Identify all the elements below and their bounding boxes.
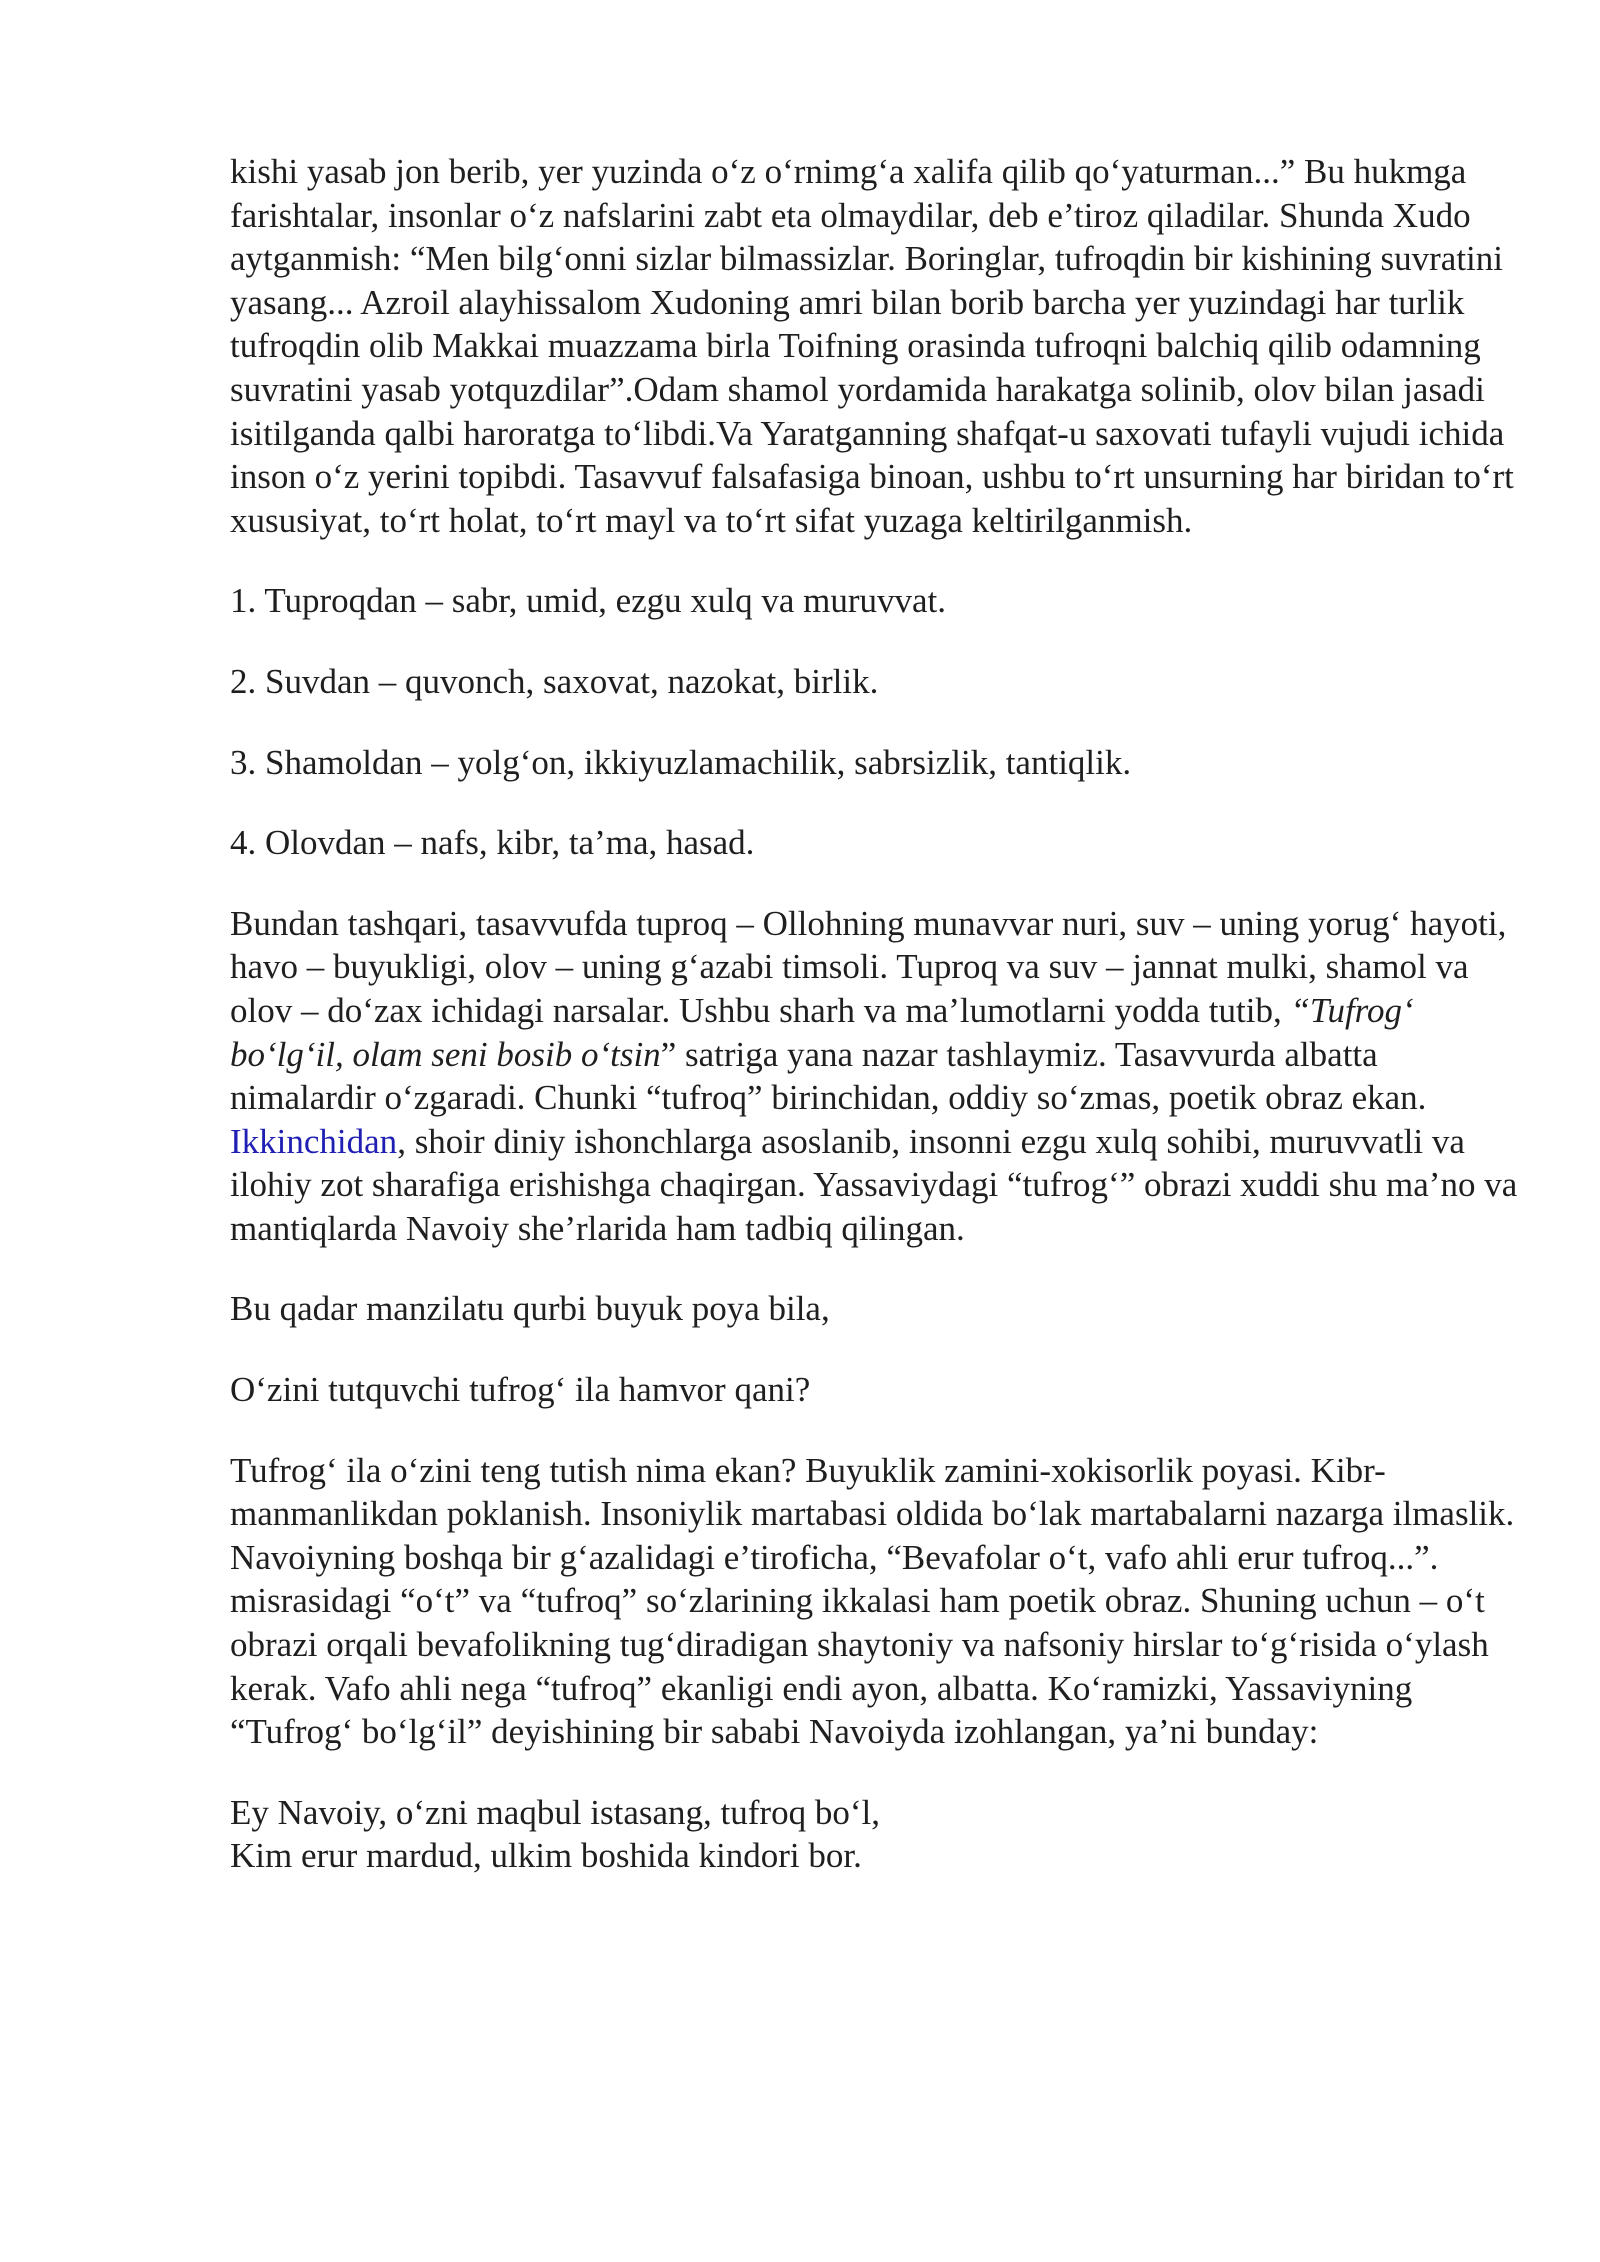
ikkinchidan-link[interactable]: Ikkinchidan: [230, 1121, 398, 1161]
list-item-fire: 4. Olovdan – nafs, kibr, ta’ma, hasad.: [230, 823, 755, 863]
verse-line-1: Bu qadar manzilatu qurbi buyuk poya bila,: [230, 1289, 830, 1329]
list-item-earth: 1. Tuproqdan – sabr, umid, ezgu xulq va muruvvat.: [230, 581, 947, 621]
verse-line-2: O‘zini tutquvchi tufrog‘ ila hamvor qani?: [230, 1370, 811, 1410]
document-page: [230, 150, 1520, 1878]
paragraph-interpretation-text-1: Bundan tashqari, tasavvufda tuproq – Ollohning munavvar nuri, suv – uning yorug‘ hayoti, havo – buyukligi, olov – uning g‘azabi timsoli. Tuproq va suv – jannat mulki, shamol va olov – do‘zax ichidagi narsalar. Ushbu sharh va ma’lumotlarni yodda tutib,: [230, 903, 1507, 1030]
stanza-line-1: Ey Navoiy, o‘zni maqbul istasang, tufroq bo‘l,: [230, 1792, 880, 1832]
quoted-verse-italic: “Tufrog‘ bo‘lg‘il, olam seni bosib o‘tsin: [230, 990, 1414, 1074]
paragraph-interpretation: [230, 902, 1520, 1251]
paragraph-interpretation-text-2: ” satriga yana nazar tashlaymiz. Tasavvurda albatta nimalardir o‘zgaradi. Chunki “tufroq” birinchidan, oddiy so‘zmas, poetik obraz ekan.: [230, 1034, 1427, 1118]
list-item-wind: 3. Shamoldan – yolg‘on, ikkiyuzlamachilik, sabrsizlik, tantiqlik.: [230, 742, 1132, 782]
stanza-line-2: Kim erur mardud, ulkim boshida kindori bor.: [230, 1836, 862, 1876]
paragraph-interpretation-text-3: , shoir diniy ishonchlarga asoslanib, insonni ezgu xulq sohibi, muruvvatli va ilohiy zot sharafiga erishishga chaqirgan. Yassaviydagi “tufrog‘” obrazi xuddi shu ma’no va mantiqlarda Navoiy she’rlarida ham tadbiq qilingan.: [230, 1121, 1518, 1248]
paragraph-intro: kishi yasab jon berib, yer yuzinda o‘z o‘rnimg‘a xalifa qilib qo‘yaturman...” Bu hukmga farishtalar, insonlar o‘z nafslarini zabt eta olmaydilar, deb e’tiroz qiladilar. Shunda Xudo aytganmish: “Men bilg‘onni sizlar bilmassizlar. Boringlar, tufroqdin bir kishining suvratini yasang... Azroil alayhissalom Xudoning amri bilan borib barcha yer yuzindagi har turlik tufroqdin olib Makkai muazzama birla Toifning orasinda tufroqni balchiq qilib odamning suvratini yasab yotquzdilar”.Odam shamol yordamida harakatga solinib, olov bilan jasadi isitilganda qalbi haroratga to‘libdi.Va Yaratganning shafqat-u saxovati tufayli vujudi ichida inson o‘z yerini topibdi. Tasavvuf falsafasiga binoan, ushbu to‘rt unsurning har biridan to‘rt xususiyat, to‘rt holat, to‘rt mayl va to‘rt sifat yuzaga keltirilganmish.: [230, 152, 1514, 540]
list-item-water: 2. Suvdan – quvonch, saxovat, nazokat, birlik.: [230, 661, 879, 701]
closing-stanza: [230, 1791, 1520, 1878]
paragraph-commentary: Tufrog‘ ila o‘zini teng tutish nima ekan? Buyuklik zamini-xokisorlik poyasi. Kibr-manmanlikdan poklanish. Insoniylik martabasi oldida bo‘lak martabalarni nazarga ilmaslik. Navoiyning boshqa bir g‘azalidagi e’tiroficha, “Bevafolar o‘t, vafo ahli erur tufroq...”. misrasidagi “o‘t” va “tufroq” so‘zlarining ikkalasi ham poetik obraz. Shuning uchun – o‘t obrazi orqali bevafolikning tug‘diradigan shaytoniy va nafsoniy hirslar to‘g‘risida o‘ylash kerak. Vafo ahli nega “tufroq” ekanligi endi ayon, albatta. Ko‘ramizki, Yassaviyning “Tufrog‘ bo‘lg‘il” deyishining bir sababi Navoiyda izohlangan, ya’ni bunday:: [230, 1450, 1515, 1752]
